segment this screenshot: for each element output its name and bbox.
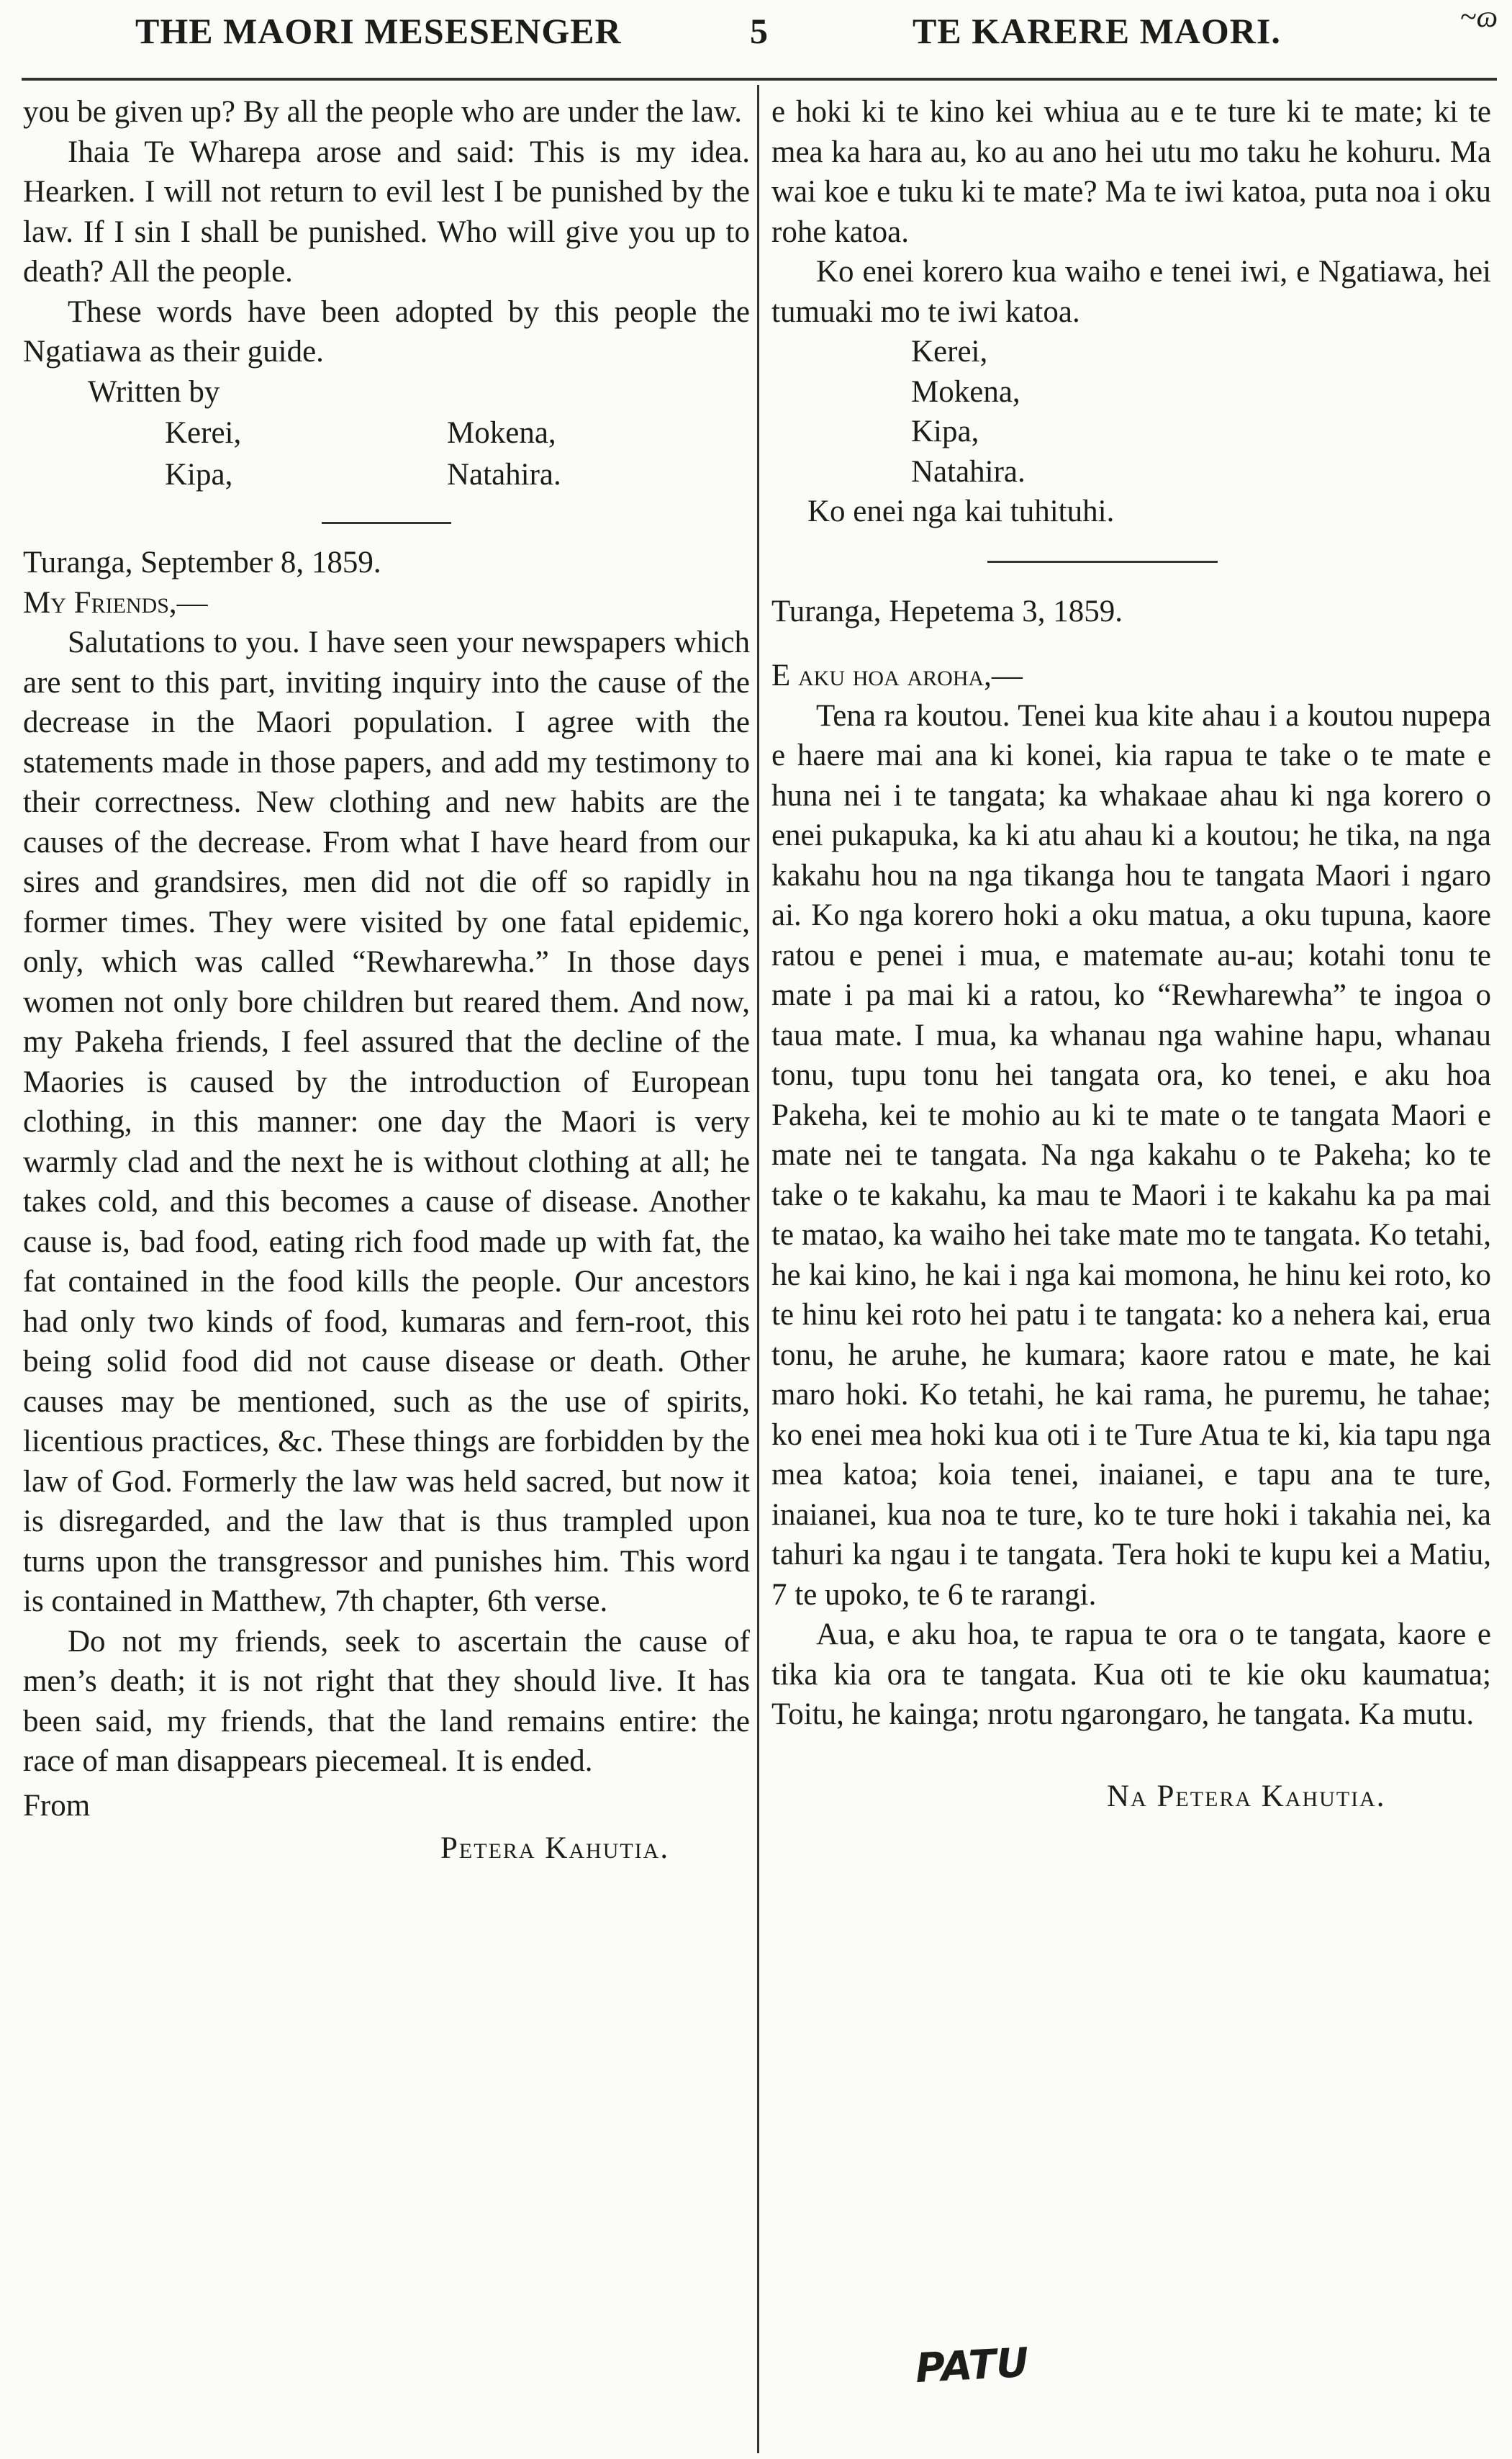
salutation: E aku hoa aroha,— <box>771 659 1023 692</box>
column-divider <box>757 85 759 2453</box>
signatory: Natahira. <box>911 454 1026 489</box>
running-head-english: THE MAORI MESESENGER <box>135 11 622 51</box>
signatory: Natahira. <box>447 457 561 492</box>
paragraph: e hoki ki te kino kei whiua au e te ture ki te mate; ki te mea ka hara au, ko au ano hei utu mo taku he kohuru. Ma wai koe e tuku ki te mate? Ma te iwi katoa, puta noa i oku rohe katoa. <box>771 95 1491 249</box>
signatory: Mokena, <box>911 374 1020 409</box>
signatory: Kerei, <box>165 416 242 450</box>
page-number: 5 <box>750 11 769 51</box>
signatories-table <box>163 412 563 496</box>
running-head-maori: TE KARERE MAORI. <box>913 11 1281 51</box>
signatory: Mokena, <box>447 416 556 450</box>
paragraph: Ko enei korero kua waiho e tenei iwi, e Ngatiawa, hei tumuaki mo te iwi katoa. <box>771 255 1491 329</box>
signatory: Kipa, <box>911 415 979 448</box>
author-signature: Na Petera Kahutia. <box>1107 1779 1386 1813</box>
paragraph: These words have been adopted by this people the Ngatiawa as their guide. <box>23 294 750 369</box>
section-rule <box>322 522 451 524</box>
handwritten-annotation: PATU <box>914 2339 1031 2393</box>
signatory: Kerei, <box>911 335 988 369</box>
english-column <box>23 92 750 1869</box>
paragraph: Salutations to you. I have seen your newspapers which are sent to this part, inviting inquiry into the cause of the decrease in the Maori population. I agree with the statements made in those papers, and add my testimony to their correctness. New clothing and new habits are the causes of the decrease. From what I have heard from our sires and grandsires, men did not die off so rapidly in former times. They were visited by one fatal epidemic, only, which was called “Rewharewha.” In those days women not only bore children but reared them. And now, my Pakeha friends, I feel assured that the decline of the Maories is caused by the introduction of European clothing, in this manner: one day the Maori is very warmly clad and the next he is without clothing at all; he takes cold, and this becomes a cause of disease. Another cause is, bad food, eating rich food made up with fat, the fat contained in the food kills the people. Our ancestors had only two kinds of food, kumaras and fern-root, this being solid food did not cause disease or death. Other causes may be mentioned, such as the use of spirits, licentious practices, &c. These things are forbidden by the law of God. Formerly the law was held sacred, but now it is disregarded, and the law that is thus trampled upon turns upon the transgressor and punishes him. This word is contained in Matthew, 7th chapter, 6th verse. <box>23 626 750 1618</box>
closing-line: Ko enei nga kai tuhituhi. <box>807 495 1115 528</box>
header-rule <box>22 78 1497 81</box>
dateline: Turanga, Hepetema 3, 1859. <box>771 594 1123 628</box>
maori-column <box>771 92 1491 1816</box>
section-rule <box>987 561 1218 563</box>
written-by: Written by <box>88 374 220 409</box>
dateline: Turanga, September 8, 1859. <box>23 546 381 579</box>
paragraph: Do not my friends, seek to ascertain the cause of men’s death; it is not right that they should live. It has been said, my friends, that the land remains entire: the race of man disappears piecemeal. It is ended. <box>23 1624 750 1778</box>
signatory: Kipa, <box>165 457 233 492</box>
paragraph: you be given up? By all the people who are under the law. <box>23 95 743 129</box>
from-label: From <box>23 1788 91 1823</box>
paragraph: Ihaia Te Wharepa arose and said: This is my idea. Hearken. I will not return to evil lest I be punished by the law. If I sin I shall be punished. Who will give you up to death? All the people. <box>23 135 750 289</box>
salutation: My Friends,— <box>23 585 208 620</box>
author-signature: Petera Kahutia. <box>440 1831 670 1865</box>
paragraph: Aua, e aku hoa, te rapua te ora o te tangata, kaore e tika kia ora te tangata. Kua oti te kie oku kaumatua; Toitu, he kainga; nrotu ngarongaro, he tangata. Ka mutu. <box>771 1617 1491 1731</box>
paragraph: Tena ra koutou. Tenei kua kite ahau i a koutou nupepa e haere mai ana ki konei, kia rapua te take o te mate e huna nei i te tangata; ka whakaae ahau ki nga korero o enei pukapuka, ka ki atu ahau ki a koutou; he tika, na nga kakahu hou na nga tikanga hou te tangata Maori i ngaro ai. Ko nga korero hoki a oku matua, a oku tupuna, kaore ratou e penei i mua, e matemate au-au; kotahi tonu te mate i pa mai ki a ratou, ko “Rewharewha” te ingoa o taua mate. I mua, ka whanau nga wahine hapu, whanau tonu, tupu tonu hei tangata ora, ko tenei, e aku hoa Pakeha, kei te mohio au ki te mate o te tangata Maori e mate nei te tangata. Na nga kakahu o te Pakeha; ko te take o te kakahu, ka mau te Maori i te kakahu ka pa mai te matao, ka waiho hei take mate mo te tangata. Ko tetahi, he kai kino, he kai i nga kai momona, he hinu kei roto, ko te hinu kei roto hei patu i te tangata: ko a nehera kai, erua tonu, he aruhe, he kumara; kaore ratou e mate, he kai maro hoki. Ko tetahi, he kai rama, he puremu, he tahae; ko enei mea hoki kua oti i te Ture Atua te ki, kia tapu nga mea katoa; koia tenei, inaianei, e tapu ana te ture, inaianei, kua noa te ture, ko te ture hoki i takahia nei, ka tahuri ka ngau i te tangata. Tera hoki te kupu kei a Matiu, 7 te upoko, te 6 te rarangi. <box>771 698 1491 1612</box>
handwritten-corner-mark: ~ɷ <box>1459 1 1498 34</box>
signatories-list <box>911 332 1491 492</box>
